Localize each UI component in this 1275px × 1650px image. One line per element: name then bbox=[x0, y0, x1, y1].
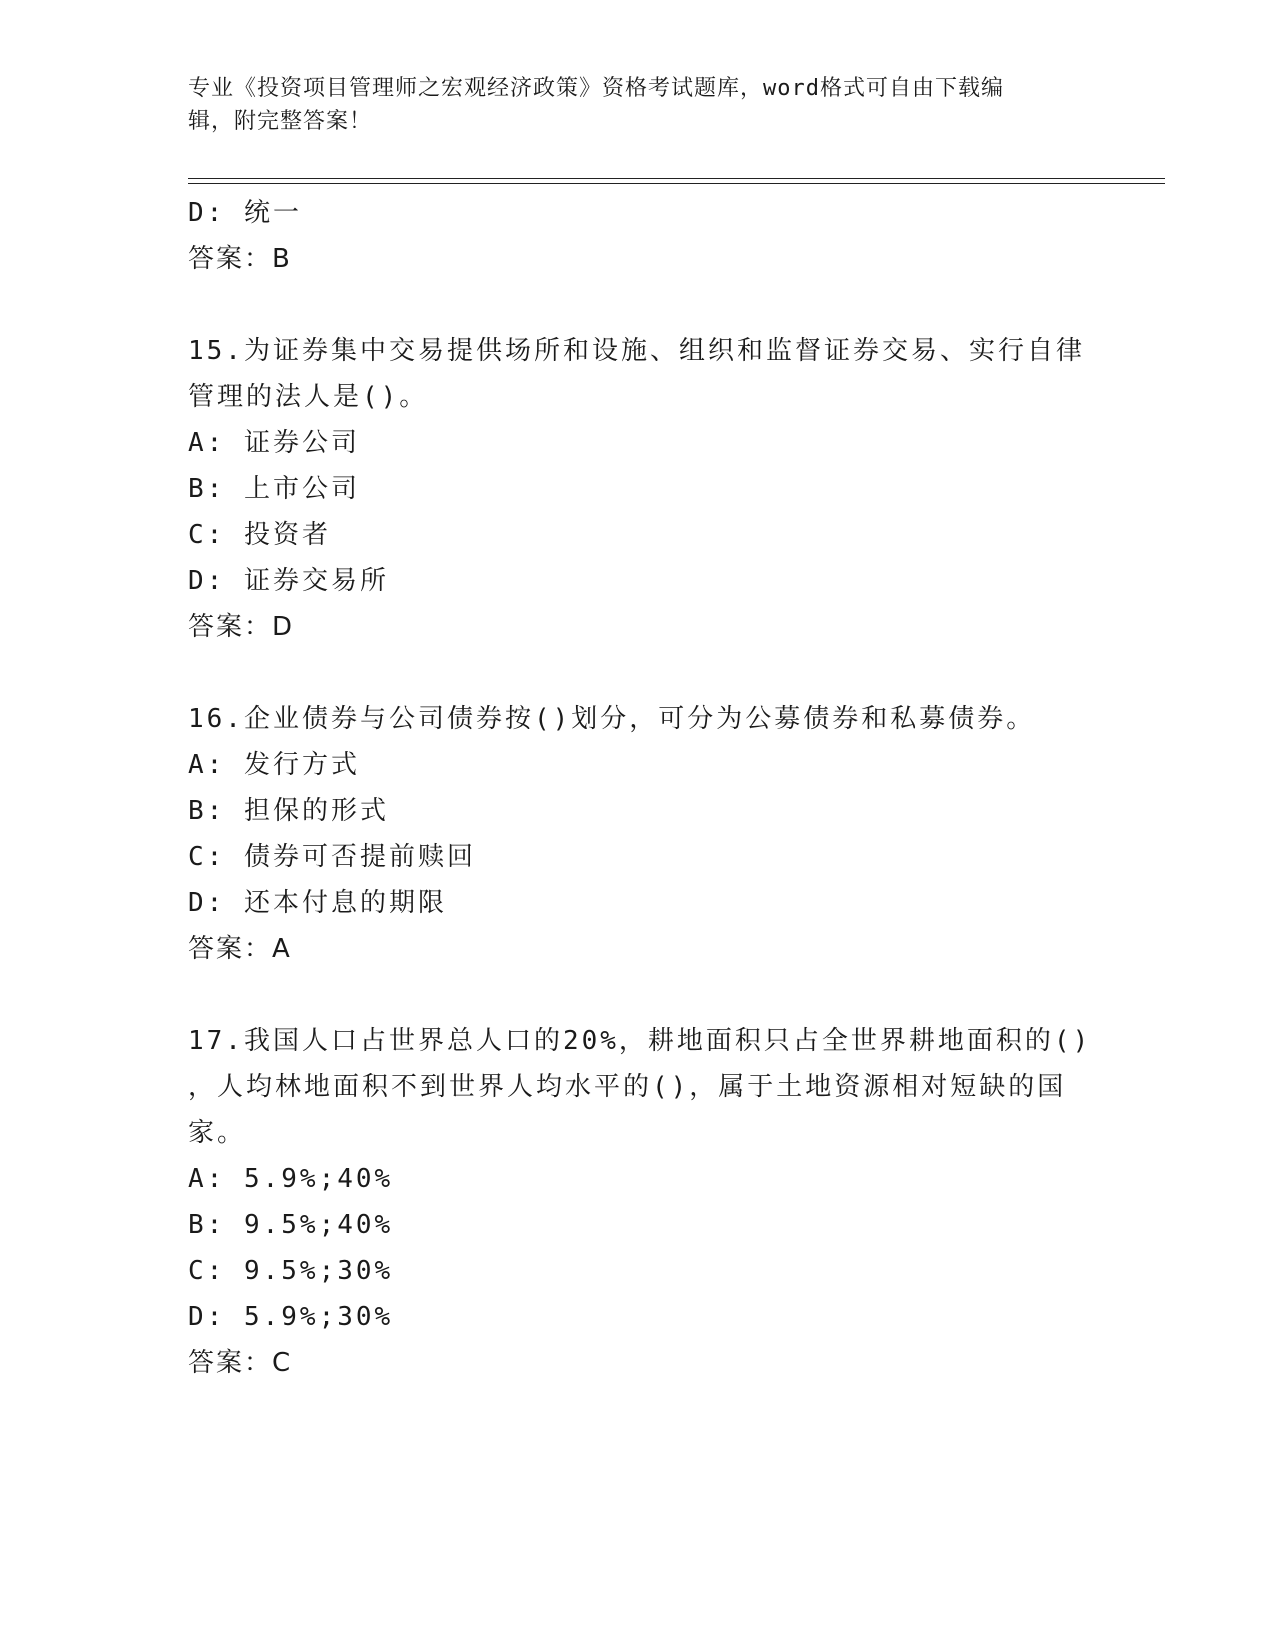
option-d: D: 统一 bbox=[188, 198, 302, 228]
spacer bbox=[188, 282, 1088, 328]
question-text-line: 17.我国人口占世界总人口的20%，耕地面积只占全世界耕地面积的() bbox=[188, 1026, 1092, 1056]
header-divider-top bbox=[188, 178, 1165, 179]
option-d: D: 证券交易所 bbox=[188, 566, 389, 596]
option-a: A: 证券公司 bbox=[188, 428, 360, 458]
previous-question-tail bbox=[188, 190, 1088, 282]
option-c: C: 9.5%;30% bbox=[188, 1256, 394, 1286]
option-b: B: 担保的形式 bbox=[188, 796, 389, 826]
answer: 答案：B bbox=[188, 244, 292, 274]
header-line-1: 专业《投资项目管理师之宏观经济政策》资格考试题库，word格式可自由下载编 bbox=[188, 76, 1004, 101]
option-c: C: 投资者 bbox=[188, 520, 331, 550]
option-b: B: 9.5%;40% bbox=[188, 1210, 394, 1240]
question-17 bbox=[188, 1018, 1092, 1386]
option-b: B: 上市公司 bbox=[188, 474, 360, 504]
answer: 答案：C bbox=[188, 1348, 293, 1378]
header-line-2: 辑，附完整答案！ bbox=[188, 109, 373, 134]
question-text-line: 家。 bbox=[188, 1118, 247, 1148]
answer: 答案：A bbox=[188, 934, 292, 964]
option-a: A: 5.9%;40% bbox=[188, 1164, 394, 1194]
question-list bbox=[188, 190, 1092, 1386]
option-a: A: 发行方式 bbox=[188, 750, 360, 780]
question-text-line: ，人均林地面积不到世界人均水平的()，属于土地资源相对短缺的国 bbox=[188, 1072, 1067, 1102]
header-divider-bottom bbox=[188, 183, 1165, 184]
option-d: D: 5.9%;30% bbox=[188, 1302, 394, 1332]
question-16 bbox=[188, 696, 1088, 972]
option-d: D: 还本付息的期限 bbox=[188, 888, 447, 918]
question-15 bbox=[188, 328, 1088, 650]
answer: 答案：D bbox=[188, 612, 295, 642]
document-header bbox=[188, 72, 1088, 138]
spacer bbox=[188, 972, 1088, 1018]
spacer bbox=[188, 650, 1088, 696]
question-text-line: 16.企业债券与公司债券按()划分，可分为公募债券和私募债券。 bbox=[188, 704, 1036, 734]
question-text-line: 15.为证券集中交易提供场所和设施、组织和监督证券交易、实行自律 bbox=[188, 336, 1085, 366]
question-text-line: 管理的法人是()。 bbox=[188, 382, 429, 412]
option-c: C: 债券可否提前赎回 bbox=[188, 842, 476, 872]
